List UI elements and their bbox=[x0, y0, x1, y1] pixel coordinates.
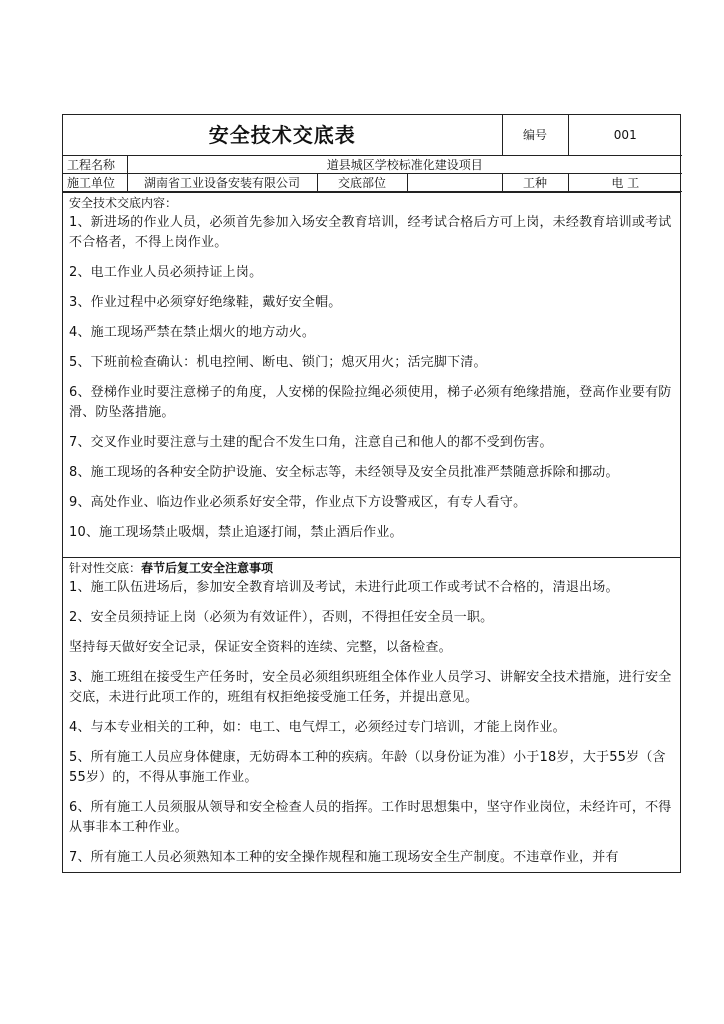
targeted-briefing-prefix: 针对性交底： bbox=[69, 561, 142, 575]
construction-unit-value: 湖南省工业设备安装有限公司 bbox=[127, 174, 317, 192]
trade-value: 电 工 bbox=[568, 174, 682, 192]
list-item: 4、与本专业相关的工种，如：电工、电气焊工，必须经过专门培训，才能上岗作业。 bbox=[69, 720, 566, 735]
list-item: 2、安全员须持证上岗（必须为有效证件），否则，不得担任安全员一职。 bbox=[69, 610, 494, 625]
technical-briefing-section bbox=[63, 192, 680, 557]
construction-unit-label: 施工单位 bbox=[63, 174, 127, 192]
briefing-part-label: 交底部位 bbox=[317, 174, 407, 192]
targeted-briefing-section bbox=[63, 557, 680, 872]
list-item: 1、新进场的作业人员，必须首先参加入场安全教育培训，经考试合格后方可上岗，未经教育培训或考试不合格者，不得上岗作业。 bbox=[69, 215, 672, 250]
list-item: 9、高处作业、临边作业必须系好安全带，作业点下方设警戒区，有专人看守。 bbox=[69, 495, 527, 510]
technical-briefing-title: 安全技术交底内容： bbox=[69, 196, 178, 210]
list-item: 5、下班前检查确认：机电控闸、断电、锁门；熄灭用火；活完脚下清。 bbox=[69, 355, 487, 370]
safety-briefing-form bbox=[62, 114, 681, 873]
form-header-table bbox=[63, 115, 682, 192]
list-item: 4、施工现场严禁在禁止烟火的地方动火。 bbox=[69, 325, 316, 340]
list-item: 5、所有施工人员应身体健康，无妨碍本工种的疾病。年龄（以身份证为准）小于18岁，大于55岁（含55岁）的，不得从事施工作业。 bbox=[69, 750, 666, 785]
list-item: 8、施工现场的各种安全防护设施、安全标志等，未经领导及安全员批准严禁随意拆除和挪动。 bbox=[69, 465, 619, 480]
list-item: 7、所有施工人员必须熟知本工种的安全操作规程和施工现场安全生产制度。不违章作业，并有 bbox=[69, 850, 619, 865]
list-item: 3、作业过程中必须穿好绝缘鞋，戴好安全帽。 bbox=[69, 295, 342, 310]
list-item: 6、登梯作业时要注意梯子的角度，人安梯的保险拉绳必须使用，梯子必须有绝缘措施，登高作业要有防滑、防坠落措施。 bbox=[69, 385, 672, 420]
targeted-briefing-topic: 春节后复工安全注意事项 bbox=[141, 561, 274, 575]
list-item: 2、电工作业人员必须持证上岗。 bbox=[69, 265, 263, 280]
number-label: 编号 bbox=[502, 115, 568, 156]
list-item: 7、交叉作业时要注意与土建的配合不发生口角，注意自己和他人的都不受到伤害。 bbox=[69, 435, 553, 450]
trade-label: 工种 bbox=[502, 174, 568, 192]
list-item: 坚持每天做好安全记录，保证安全资料的连续、完整，以备检查。 bbox=[69, 640, 452, 655]
list-item: 6、所有施工人员须服从领导和安全检查人员的指挥。工作时思想集中，坚守作业岗位，未经许可，不得从事非本工种作业。 bbox=[69, 800, 672, 835]
form-title: 安全技术交底表 bbox=[63, 115, 502, 156]
list-item: 3、施工班组在接受生产任务时，安全员必须组织班组全体作业人员学习、讲解安全技术措施，进行安全交底，未进行此项工作的，班组有权拒绝接受施工任务，并提出意见。 bbox=[69, 670, 672, 705]
list-item: 1、施工队伍进场后，参加安全教育培训及考试，未进行此项工作或考试不合格的，清退出场。 bbox=[69, 580, 619, 595]
targeted-briefing-title bbox=[69, 560, 674, 576]
number-value: 001 bbox=[568, 115, 682, 156]
project-name-value: 道县城区学校标准化建设项目 bbox=[127, 156, 682, 174]
briefing-part-value bbox=[407, 174, 502, 192]
list-item: 10、施工现场禁止吸烟，禁止追逐打闹，禁止酒后作业。 bbox=[69, 525, 403, 540]
project-name-label: 工程名称 bbox=[63, 156, 127, 174]
